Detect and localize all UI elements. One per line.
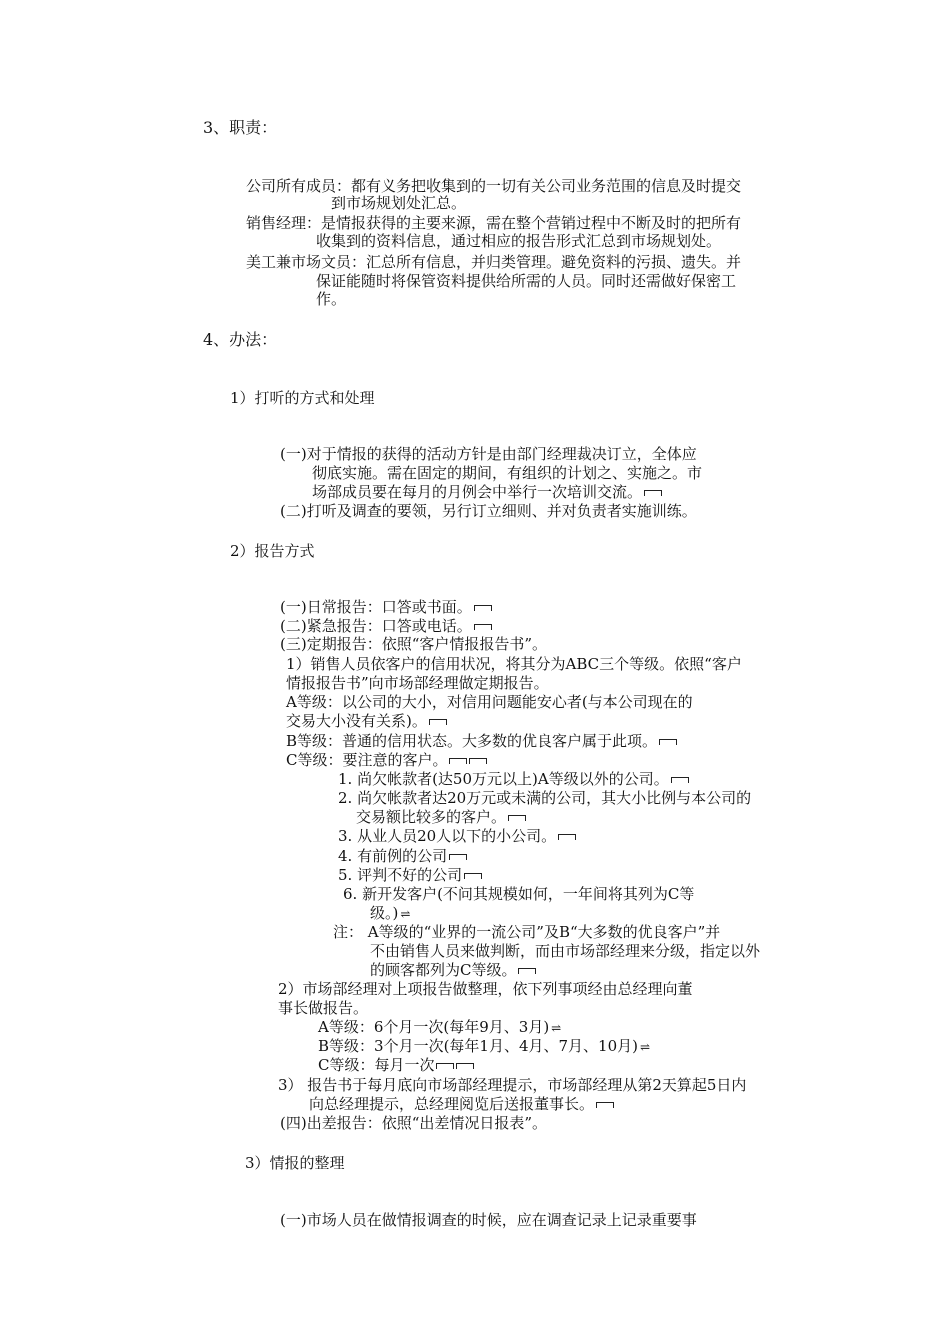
paragraph-mark-icon — [596, 1102, 614, 1108]
grade-a-line-1: A等级：以公司的大小，对信用问题能安心者(与本公司现在的 — [286, 693, 693, 711]
subsection-3-title: 3）情报的整理 — [245, 1154, 345, 1172]
c-item-6-line-1: 6. 新开发客户(不问其规模如何，一年间将其列为C等 — [343, 885, 695, 903]
urgent-report: (二)紧急报告：口答或电话。 — [280, 616, 492, 636]
frequency-grade-a: A等级：6个月一次(每年9月、3月) ⇌ — [318, 1018, 562, 1036]
periodic-report: (三)定期报告：依照“客户情报报告书”。 — [280, 635, 548, 653]
paragraph-mark-icon — [474, 605, 492, 611]
grade-b: B等级：普通的信用状态。大多数的优良客户属于此项。 — [286, 731, 677, 751]
paragraph-mark-icon — [449, 758, 467, 764]
frequency-grade-c: C等级：每月一次 — [318, 1055, 474, 1075]
note-line-1: 注： A等级的“业界的一流公司”及B“大多数的优良客户”并 — [333, 923, 721, 941]
subsection-2-title: 2）报告方式 — [230, 542, 315, 560]
periodic-p3-line-1: 3） 报告书于每月底向市场部经理提示，市场部经理从第2天算起5日内 — [278, 1076, 747, 1094]
sub1-p1-line-2: 彻底实施。需在固定的期间，有组织的计划之、实施之。市 — [312, 464, 703, 482]
c-item-4: 4. 有前例的公司 — [338, 846, 467, 866]
paragraph-mark-icon — [659, 739, 677, 745]
role-designer-clerk-line-2: 保证能随时将保管资料提供给所需的人员。同时还需做好保密工 — [316, 272, 737, 290]
grade-a-line-2: 交易大小没有关系)。 — [286, 711, 447, 731]
subsection-1-title: 1）打听的方式和处理 — [230, 389, 375, 407]
note-line-3: 的顾客都列为C等级。 — [370, 960, 536, 980]
note-line-2: 不由销售人员来做判断，而由市场部经理来分级，指定以外 — [370, 942, 761, 960]
c-item-6-line-2: 级。) ⇌ — [370, 904, 411, 922]
role-designer-clerk-line-1: 美工兼市场文员：汇总所有信息，并归类管理。避免资料的污损、遗失。并 — [246, 253, 742, 271]
paragraph-mark-icon — [558, 834, 576, 840]
section-4-heading: 4、办法： — [203, 330, 278, 349]
paragraph-mark-icon — [469, 758, 487, 764]
paragraph-mark-icon — [518, 968, 536, 974]
periodic-p2-line-2: 事长做报告。 — [278, 999, 369, 1017]
c-item-3: 3. 从业人员20人以下的小公司。 — [338, 826, 576, 846]
paragraph-mark-icon — [456, 1063, 474, 1069]
sub1-p1-line-3: 场部成员要在每月的月例会中举行一次培训交流。 — [312, 482, 662, 502]
role-designer-clerk-line-3: 作。 — [316, 290, 347, 308]
sub1-p1-line-1: (一)对于情报的获得的活动方针是由部门经理裁决订立，全体应 — [280, 445, 697, 463]
role-all-members-line-2: 到市场规划处汇总。 — [331, 194, 467, 212]
line-break-icon: ⇌ — [551, 1021, 562, 1035]
grade-c: C等级：要注意的客户。 — [286, 750, 487, 770]
periodic-p3-line-2: 向总经理提示，总经理阅览后送报董事长。 — [309, 1094, 614, 1114]
paragraph-mark-icon — [429, 719, 447, 725]
paragraph-mark-icon — [671, 777, 689, 783]
paragraph-mark-icon — [644, 490, 662, 496]
role-all-members-line-1: 公司所有成员：都有义务把收集到的一切有关公司业务范围的信息及时提交 — [246, 177, 742, 195]
line-break-icon: ⇌ — [640, 1040, 651, 1054]
frequency-grade-b: B等级：3个月一次(每年1月、4月、7月、10月) ⇌ — [318, 1037, 651, 1055]
periodic-p2-line-1: 2）市场部经理对上项报告做整理，依下列事项经由总经理向董 — [278, 980, 693, 998]
sub3-p1: (一)市场人员在做情报调查的时候，应在调查记录上记录重要事 — [280, 1211, 697, 1229]
periodic-p1-line-2: 情报报告书”向市场部经理做定期报告。 — [286, 674, 549, 692]
paragraph-mark-icon — [436, 1063, 454, 1069]
travel-report: (四)出差报告：依照“出差情况日报表”。 — [280, 1114, 548, 1132]
paragraph-mark-icon — [449, 854, 467, 860]
periodic-p1-line-1: 1）销售人员依客户的信用状况，将其分为ABC三个等级。依照“客户 — [286, 655, 742, 673]
paragraph-mark-icon — [508, 815, 526, 821]
c-item-2-line-2: 交易额比较多的客户。 — [356, 807, 526, 827]
line-break-icon: ⇌ — [400, 907, 411, 921]
c-item-2-line-1: 2. 尚欠帐款者达20万元或未满的公司，其大小比例与本公司的 — [338, 789, 752, 807]
c-item-1: 1. 尚欠帐款者(达50万元以上)A等级以外的公司。 — [338, 769, 689, 789]
c-item-5: 5. 评判不好的公司 — [338, 865, 482, 885]
section-3-heading: 3、职责： — [203, 118, 278, 137]
sub1-p2: (二)打听及调查的要领，另行订立细则、并对负责者实施训练。 — [280, 502, 697, 520]
paragraph-mark-icon — [474, 624, 492, 630]
role-sales-manager-line-1: 销售经理：是情报获得的主要来源，需在整个营销过程中不断及时的把所有 — [246, 214, 742, 232]
paragraph-mark-icon — [464, 873, 482, 879]
role-sales-manager-line-2: 收集到的资料信息，通过相应的报告形式汇总到市场规划处。 — [316, 232, 722, 250]
daily-report: (一)日常报告：口答或书面。 — [280, 597, 492, 617]
